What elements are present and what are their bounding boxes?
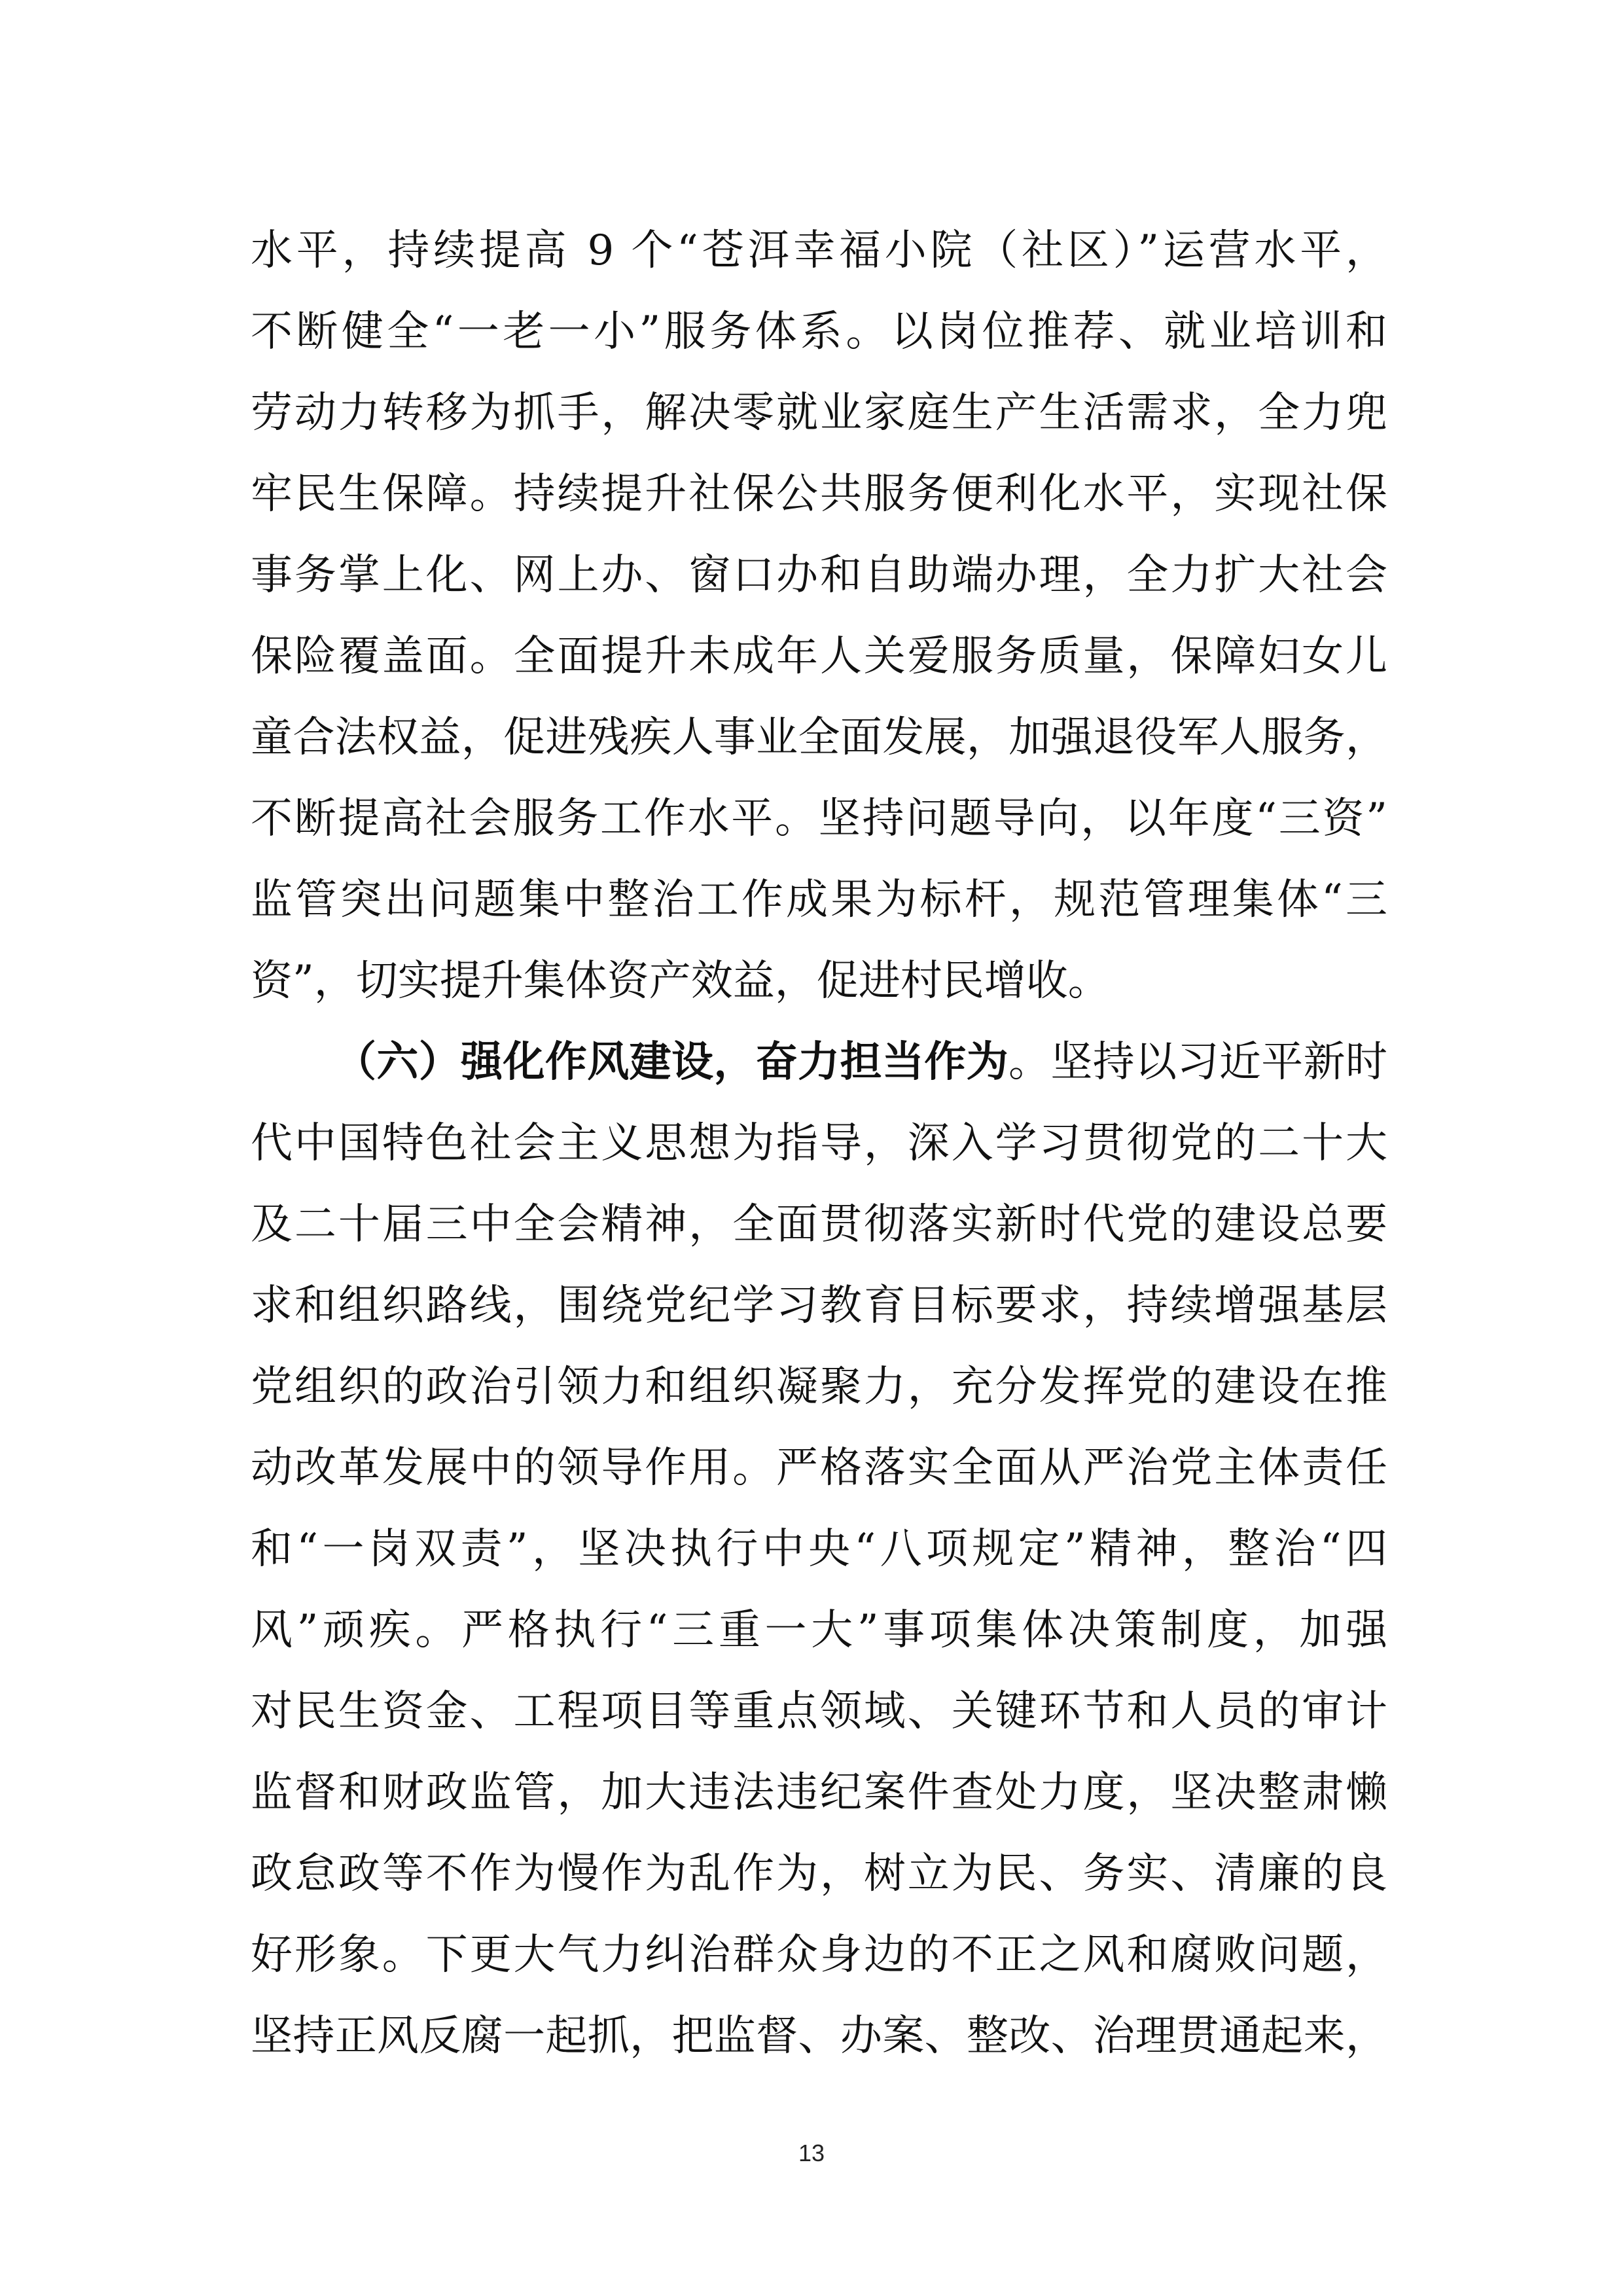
body-text (251, 210, 1387, 2077)
paragraph-line-rest: 。坚持以习近平新时 (1008, 1038, 1387, 1086)
paragraph-line: 党组织的政治引领力和组织凝聚力，充分发挥党的建设在推 (251, 1363, 1387, 1411)
paragraph-first-line (251, 1022, 1387, 1103)
paragraph-line: 求和组织路线，围绕党纪学习教育目标要求，持续增强基层 (251, 1282, 1387, 1330)
paragraph-line: 动改革发展中的领导作用。严格落实全面从严治党主体责任 (251, 1444, 1387, 1492)
paragraph-line: 政怠政等不作为慢作为乱作为，树立为民、务实、清廉的良 (251, 1850, 1387, 1898)
paragraph-line: 及二十届三中全会精神，全面贯彻落实新时代党的建设总要 (251, 1200, 1387, 1249)
paragraph-line: 童合法权益，促进残疾人事业全面发展，加强退役军人服务， (251, 713, 1387, 762)
paragraph-line: 好形象。下更大气力纠治群众身边的不正之风和腐败问题， (251, 1931, 1387, 1979)
paragraph-line: 代中国特色社会主义思想为指导，深入学习贯彻党的二十大 (251, 1119, 1387, 1168)
paragraph-line: 水平，持续提高 9 个“苍洱幸福小院（社区）”运营水平， (251, 226, 1387, 275)
section-heading: （六）强化作风建设，奋力担当作为 (334, 1037, 1008, 1086)
paragraph-2 (251, 1022, 1387, 2077)
paragraph-line: 事务掌上化、网上办、窗口办和自助端办理，全力扩大社会 (251, 551, 1387, 600)
page-number: 13 (798, 2140, 825, 2166)
paragraph-line: 不断提高社会服务工作水平。坚持问题导向，以年度“三资” (251, 795, 1387, 843)
paragraph-line: 风”顽疾。严格执行“三重一大”事项集体决策制度，加强 (251, 1606, 1387, 1655)
paragraph-line: 不断健全“一老一小”服务体系。以岗位推荐、就业培训和 (251, 308, 1387, 356)
paragraph-line: 牢民生保障。持续提升社保公共服务便利化水平，实现社保 (251, 470, 1387, 518)
paragraph-line: 劳动力转移为抓手，解决零就业家庭生产生活需求，全力兜 (251, 389, 1387, 437)
paragraph-line: 保险覆盖面。全面提升未成年人关爱服务质量，保障妇女儿 (251, 632, 1387, 681)
paragraph-line: 坚持正风反腐一起抓，把监督、办案、整改、治理贯通起来， (251, 2012, 1387, 2060)
paragraph-line: 对民生资金、工程项目等重点领域、关键环节和人员的审计 (251, 1687, 1387, 1736)
paragraph-line: 监督和财政监管，加大违法违纪案件查处力度，坚决整肃懒 (251, 1768, 1387, 1817)
paragraph-line: 和“一岗双责”，坚决执行中央“八项规定”精神，整治“四 (251, 1525, 1387, 1573)
paragraph-line: 监管突出问题集中整治工作成果为标杆，规范管理集体“三 (251, 876, 1387, 924)
paragraph-line: 资”，切实提升集体资产效益，促进村民增收。 (251, 957, 1110, 1005)
paragraph-1 (251, 210, 1387, 1022)
